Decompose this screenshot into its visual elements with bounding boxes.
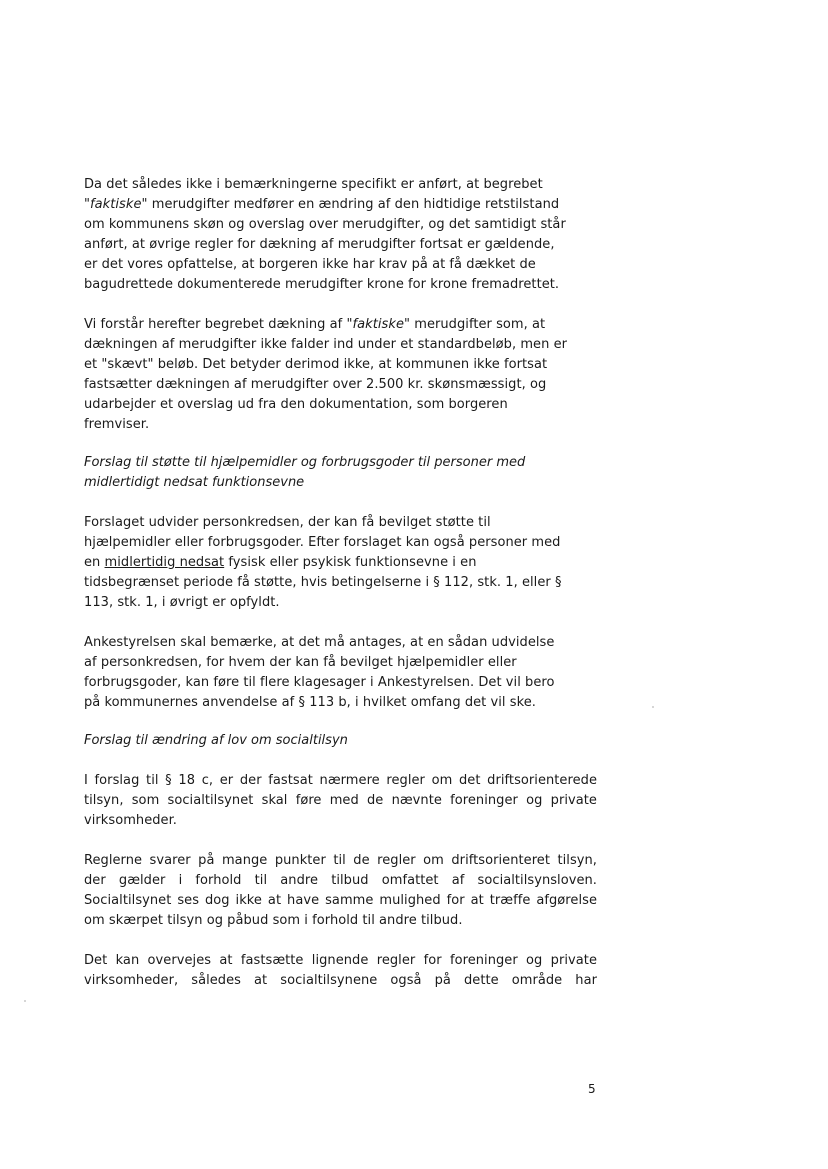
text-line: Reglerne svarer på mange punkter til de regler om driftsorienteret tilsyn, (84, 853, 597, 868)
text-line: Det kan overvejes at fastsætte lignende regler for foreninger og private (84, 953, 597, 968)
paragraph-4 (84, 633, 604, 713)
text-line: på kommunernes anvendelse af § 113 b, i hvilket omfang det vil ske. (84, 695, 536, 710)
text-line: virksomheder, således at socialtilsynene også på dette område har (84, 973, 597, 988)
text-line: et "skævt" beløb. Det betyder derimod ikke, at kommunen ikke fortsat (84, 357, 548, 372)
paragraph-3 (84, 513, 604, 613)
text-line: Da det således ikke i bemærkningerne specifikt er anført, at begrebet (84, 177, 543, 192)
text-line: af personkredsen, for hvem der kan få bevilget hjælpemidler eller (84, 655, 517, 670)
text-line: dækningen af merudgifter ikke falder ind under et standardbeløb, men er (84, 337, 568, 352)
paragraph-5 (84, 771, 604, 831)
scan-speck-icon (24, 1000, 26, 1002)
text-line: Forslaget udvider personkredsen, der kan få bevilget støtte til (84, 515, 491, 530)
heading-line: Forslag til ændring af lov om socialtilsyn (84, 733, 348, 748)
heading-line: Forslag til støtte til hjælpemidler og forbrugsgoder til personer med (84, 455, 526, 470)
underlined-midlertidig-nedsat: midlertidig nedsat (104, 555, 225, 570)
text-line: om skærpet tilsyn og påbud som i forhold til andre tilbud. (84, 913, 463, 928)
text-line (84, 195, 604, 215)
text-line: 113, stk. 1, i øvrigt er opfyldt. (84, 595, 280, 610)
text-line: bagudrettede dokumenterede merudgifter krone for krone fremadrettet. (84, 277, 560, 292)
page-number: 5 (588, 1082, 596, 1096)
text-fragment: en (84, 555, 105, 570)
section-heading-hjaelpemidler (84, 453, 604, 493)
paragraph-1 (84, 175, 604, 295)
text-line: hjælpemidler eller forbrugsgoder. Efter forslaget kan også personer med (84, 535, 561, 550)
text-fragment: Vi forstår herefter begrebet dækning af (84, 317, 347, 332)
text-line: I forslag til § 18 c, er der fastsat nærmere regler om det driftsorienterede (84, 773, 597, 788)
text-line: Socialtilsynet ses dog ikke at have samme mulighed for at træffe afgørelse (84, 893, 597, 908)
emphasis-faktiske: "faktiske" (84, 197, 148, 212)
text-fragment: merudgifter medfører en ændring af den hidtidige retstilstand (147, 197, 560, 212)
text-fragment: fysisk eller psykisk funktionsevne i en (224, 555, 477, 570)
text-line: om kommunens skøn og overslag over merudgifter, og det samtidigt står (84, 217, 566, 232)
text-line: Ankestyrelsen skal bemærke, at det må antages, at en sådan udvidelse (84, 635, 555, 650)
text-line: anført, at øvrige regler for dækning af merudgifter fortsat er gældende, (84, 237, 555, 252)
text-line: fremviser. (84, 417, 150, 432)
text-line: der gælder i forhold til andre tilbud omfattet af socialtilsynsloven. (84, 873, 597, 888)
paragraph-2 (84, 315, 604, 435)
heading-line: midlertidigt nedsat funktionsevne (84, 475, 305, 490)
text-line: forbrugsgoder, kan føre til flere klagesager i Ankestyrelsen. Det vil bero (84, 675, 555, 690)
paragraph-7 (84, 951, 604, 991)
paragraph-6 (84, 851, 604, 931)
section-heading-socialtilsyn (84, 731, 604, 751)
text-line: udarbejder et overslag ud fra den dokumentation, som borgeren (84, 397, 508, 412)
document-body (84, 175, 604, 991)
text-line (84, 315, 604, 335)
text-line: er det vores opfattelse, at borgeren ikke har krav på at få dækket de (84, 257, 536, 272)
text-line (84, 553, 604, 573)
text-fragment: merudgifter som, at (410, 317, 546, 332)
emphasis-faktiske: "faktiske" (346, 317, 411, 332)
text-line: fastsætter dækningen af merudgifter over 2.500 kr. skønsmæssigt, og (84, 377, 547, 392)
scan-speck-icon (652, 706, 654, 708)
text-line: tidsbegrænset periode få støtte, hvis betingelserne i § 112, stk. 1, eller § (84, 575, 562, 590)
text-line: tilsyn, som socialtilsynet skal føre med de nævnte foreninger og private (84, 793, 597, 808)
text-line: virksomheder. (84, 813, 177, 828)
